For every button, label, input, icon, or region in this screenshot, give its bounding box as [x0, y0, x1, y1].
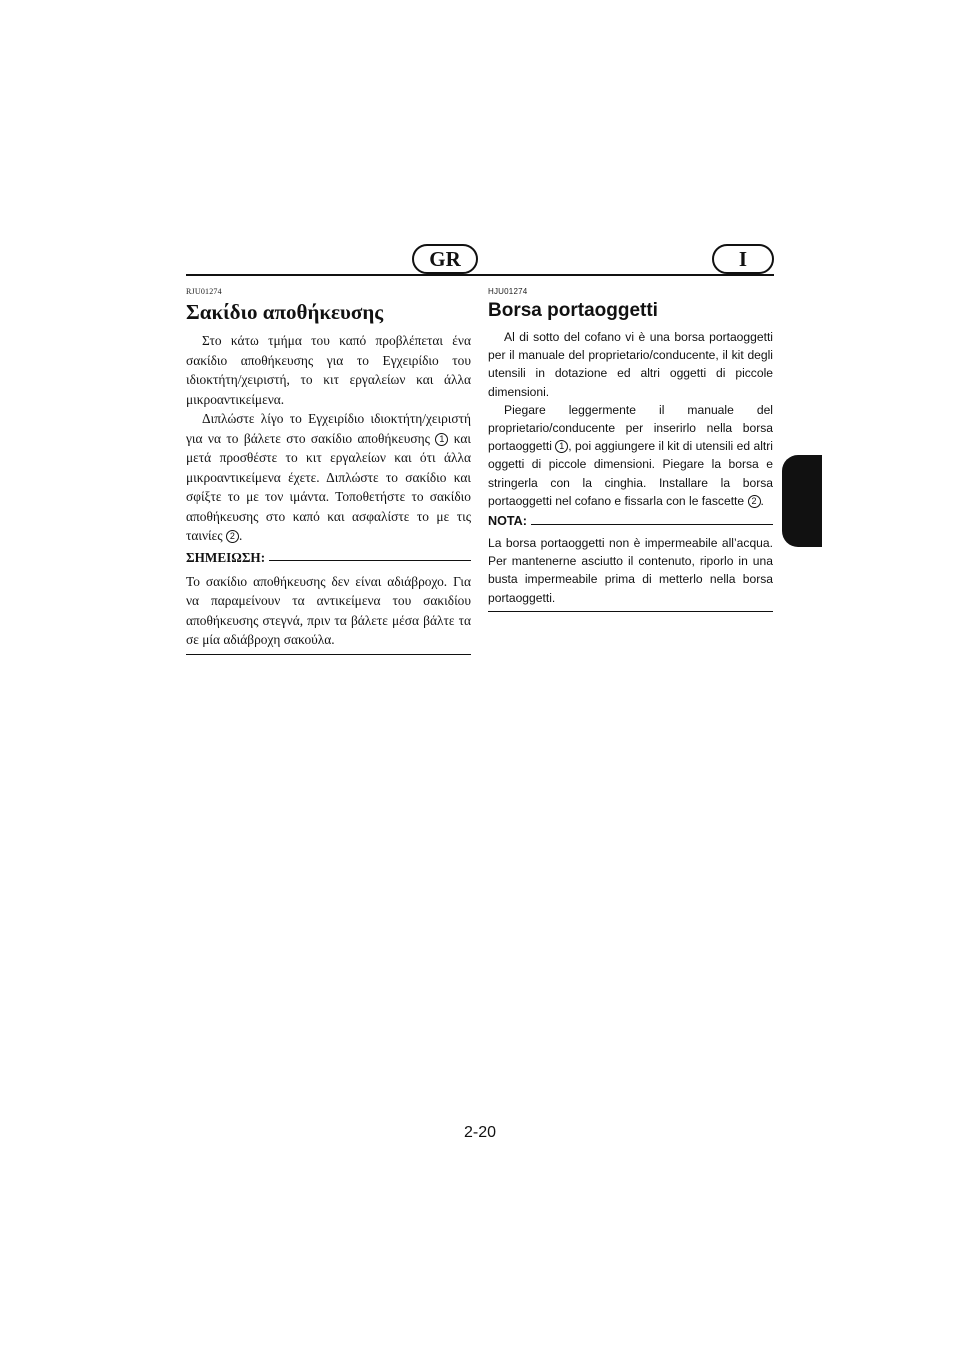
section-code: HJU01274 [488, 287, 528, 296]
callout-2: 2 [226, 530, 239, 543]
language-badge-gr: GR [412, 244, 478, 274]
note-text: La borsa portaoggetti non è impermeabile all’acqua. Per mantenerne asciutto il contenuto, riporlo in una busta impermeabile prima di metterlo nella borsa portaoggetti. [488, 536, 773, 605]
italian-column [488, 287, 773, 612]
paragraph-2-part-c: . [238, 528, 243, 543]
paragraph-2-part-b: , poi aggiungere il kit di utensili ed altri oggetti di piccole dimensioni. Piegare la borsa e stringerla con la cinghia. Installare la borsa portaoggetti nel cofano e fissarla con le fascette [488, 439, 773, 508]
greek-column [186, 287, 471, 655]
chapter-tab [782, 455, 822, 547]
note-label: ΣΗΜΕΙΩΣΗ: [186, 549, 266, 565]
note-header [186, 550, 471, 566]
paragraph-2-part-a: Piegare leggermente il manuale del proprietario/conducente per inserirlo nella borsa portaoggetti [488, 402, 773, 454]
paragraph-2-part-a: Διπλώστε λίγο το Εγχειρίδιο ιδιοκτήτη/χειριστή για να το βάλετε στο σακίδιο αποθήκευσης [186, 411, 471, 446]
paragraph-1: Στο κάτω τμήμα του καπό προβλέπεται ένα σακίδιο αποθήκευσης για το Εγχειρίδιο του ιδιοκτήτη/χειριστή, το κιτ εργαλείων και άλλα μικροαντικείμενα. [186, 333, 471, 407]
section-title: Σακίδιο αποθήκευσης [186, 300, 384, 324]
note-rule [531, 524, 773, 525]
note-rule [269, 560, 471, 561]
callout-2: 2 [748, 495, 761, 508]
language-badge-i: I [712, 244, 774, 274]
note-header [488, 514, 773, 528]
paragraph-2 [488, 401, 773, 510]
note-end-rule [488, 611, 773, 612]
paragraph-1: Al di sotto del cofano vi è una borsa portaoggetti per il manuale del proprietario/conducente, il kit degli utensili in dotazione ed altri oggetti di piccole dimensioni. [488, 330, 773, 399]
note-text: Το σακίδιο αποθήκευσης δεν είναι αδιάβροχο. Για να παραμείνουν τα αντικείμενα του σακιδίου αποθήκευσης στεγνά, πριν τα βάλετε μέσα βάλτε τα σε μία αδιάβροχη σακούλα. [186, 573, 471, 647]
page-number: 2-20 [463, 1124, 497, 1141]
paragraph-2-part-c: . [760, 493, 764, 508]
note-end-rule [186, 654, 471, 655]
note-label: NOTA: [488, 514, 527, 529]
callout-1: 1 [555, 440, 568, 453]
paragraph-2-part-b: και μετά προσθέστε το κιτ εργαλείων και ότι άλλα μικροαντικείμενα έχετε. Διπλώστε το σακίδιο και σφίξτε το με τον ιμάντα. Τοποθετήστε το σακίδιο αποθήκευσης στο καπό και ασφαλίστε το με τις ταινίες [186, 430, 471, 543]
header-rule [186, 274, 774, 276]
section-title: Borsa portaoggetti [488, 300, 658, 321]
paragraph-2 [186, 409, 471, 546]
section-code: RJU01274 [186, 287, 222, 296]
callout-1: 1 [435, 433, 448, 446]
